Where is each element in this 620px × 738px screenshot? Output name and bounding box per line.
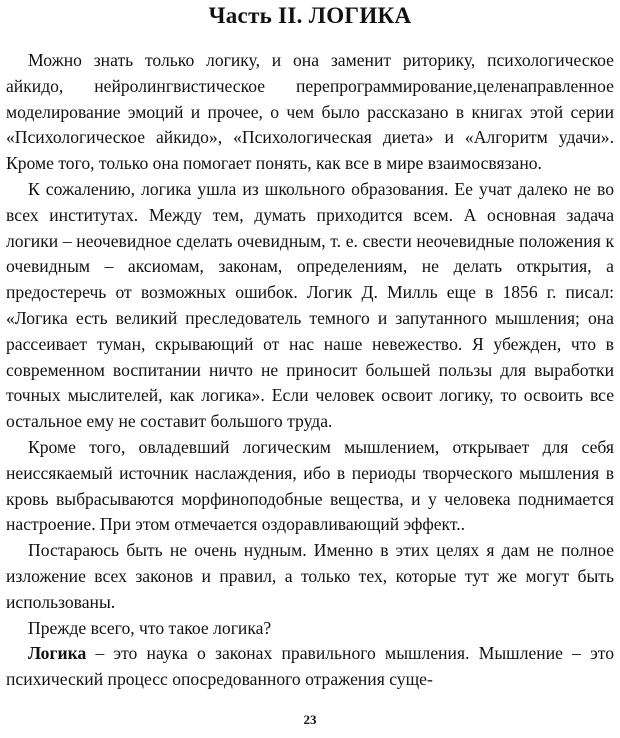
paragraph: Прежде всего, что такое логика? [28,617,272,638]
definition-paragraph [6,641,614,693]
page-number: 23 [303,712,317,727]
chapter-title: Часть II. ЛОГИКА [208,3,412,28]
definition-text: – это наука о законах правильного мышления. Мышление – это психический процесс опосредованного отражения суще- [6,643,614,690]
paragraph: Постараюсь быть не очень нудным. Именно в этих целях я дам не полное изложение всех законов и правил, а только тех, которые тут же могут быть использованы. [6,540,614,612]
paragraph: Можно знать только логику, и она заменит риторику, психологическое айкидо, нейролингвистическое перепрограммирование,целенаправленное моделирование эмоций и прочее, о чем было рассказано в книгах этой серии «Психологическое айкидо», «Психологическая диета» и «Алгоритм удачи». Кроме того, только она помогает понять, как все в мире взаимосвязано. [6,50,614,174]
paragraph: Кроме того, овладевший логическим мышлением, открывает для себя неиссякаемый источник наслаждения, ибо в периоды творческого мышления в кровь выбрасываются морфиноподобные вещества, и у человека поднимается настроение. При этом отмечается оздоравливающий эффект.. [6,436,614,535]
defined-term: Логика [28,643,87,664]
paragraph: К сожалению, логика ушла из школьного образования. Ее учат далеко не во всех институтах. Между тем, думать приходится всем. А основная задача логики – неочевидное сделать очевидным, т. е. свести неочевидные положения к очевидным – аксиомам, законам, определениям, не делать открытия, а предостеречь от возможных ошибок. Логик Д. Милль еще в 1856 г. писал: «Логика есть великий преследователь темного и запутанного мышления; она рассеивает туман, скрывающий от нас наше невежество. Я убежден, что в современном воспитании ничто не приносит большей пользы для выработки точных мыслителей, как логика». Если человек освоит логику, то освоить все остальное ему не составит большого труда. [6,178,614,432]
body-text [6,48,614,693]
